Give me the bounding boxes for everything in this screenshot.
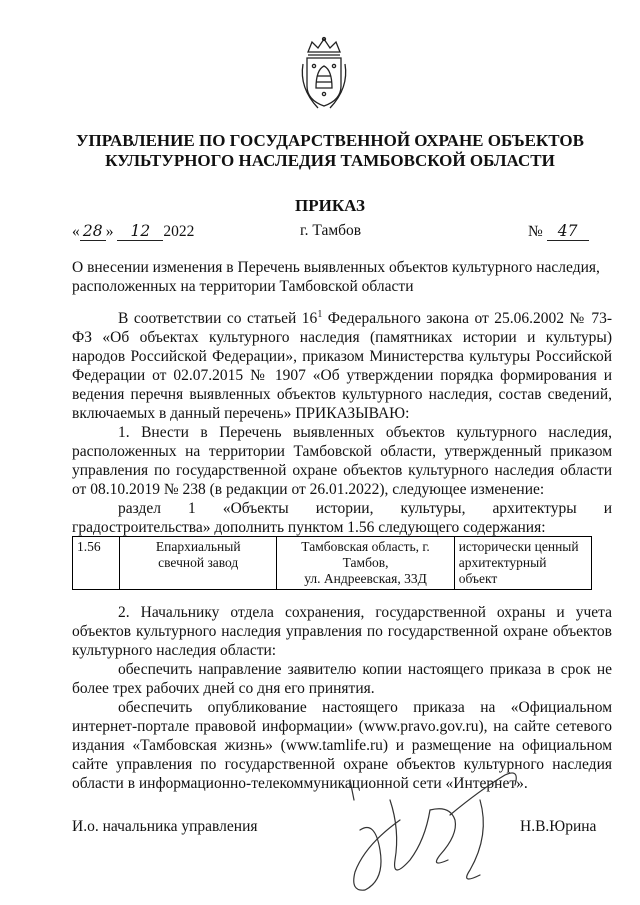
object-name-line1: Епархиальный <box>155 539 241 554</box>
document-type: ПРИКАЗ <box>295 196 365 215</box>
cell-value-category <box>454 537 591 590</box>
document-number <box>528 222 589 241</box>
signatory-position: И.о. начальника управления <box>72 818 258 835</box>
address-line2: ул. Андреевская, 33Д <box>304 571 427 586</box>
object-name-line2: свечной завод <box>158 555 239 570</box>
body-section-1 <box>72 305 612 537</box>
cell-address <box>277 537 454 590</box>
address-line1: Тамбовская область, г. Тамбов, <box>301 539 430 570</box>
signatory-name: Н.В.Юрина <box>520 818 597 835</box>
agency-title-line1: УПРАВЛЕНИЕ ПО ГОСУДАРСТВЕННОЙ ОХРАНЕ ОБЪЕКТОВ <box>76 131 584 150</box>
subject-line2: расположенных на территории Тамбовской области <box>72 278 414 295</box>
coat-of-arms-emblem <box>298 36 350 112</box>
agency-title-line2: КУЛЬТУРНОГО НАСЛЕДИЯ ТАМБОВСКОЙ ОБЛАСТИ <box>105 151 555 170</box>
cell-number: 1.56 <box>73 537 120 590</box>
handwritten-signature <box>330 760 540 900</box>
value-line2: архитектурный объект <box>458 555 547 586</box>
paragraph-basis <box>72 305 612 423</box>
date-month: 12 <box>117 222 163 241</box>
paragraph-item-2: 2. Начальнику отдела сохранения, государственной охраны и учета объектов культурного наследия управления по государственной охране объектов культурного наследия области: <box>72 604 612 659</box>
document-date: « 28 » 12 2022 <box>72 222 195 240</box>
paragraph-section-addition: раздел 1 «Объекты истории, культуры, архитектуры и градостроительства» дополнить пунктом 1.56 следующего содержания: <box>72 500 612 537</box>
paragraph-send-copy: обеспечить направление заявителю копии настоящего приказа в срок не более трех рабочих дней со дня его принятия. <box>72 661 612 697</box>
paragraph-item-1: 1. Внести в Перечень выявленных объектов культурного наследия, расположенных на территории Тамбовской области, утвержденный приказом управления по государственной охране объектов культурного наследия области от 08.10.2019 № 238 (в редакции от 26.01.2022), следующее изменение: <box>72 424 612 499</box>
number-label: № <box>528 223 543 240</box>
objects-table <box>72 536 592 590</box>
paragraph-basis-end: Федерального закона от 25.06.2002 № 73-ФЗ «Об объектах культурного наследия (памятниках истории и культуры) народов Российской Федерации», приказом Министерства культуры Российской Федерации от 02.07.2015 № 1907 «Об утверждении порядка формирования и ведения перечня выявленных объектов культурного наследия, состав сведений, включаемых в данный перечень» ПРИКАЗЫВАЮ: <box>72 310 613 423</box>
table-row <box>73 537 592 590</box>
document-city: г. Тамбов <box>300 222 362 239</box>
document-subject <box>72 258 612 296</box>
value-line1: исторически ценный <box>458 539 579 554</box>
number-value: 47 <box>547 222 589 241</box>
agency-title <box>60 131 600 171</box>
date-year: 2022 <box>163 223 195 240</box>
article-superscript: 1 <box>317 309 323 320</box>
paragraph-basis-start: В соответствии со статьей 16 <box>118 310 318 328</box>
subject-line1: О внесении изменения в Перечень выявленных объектов культурного наследия, <box>72 259 600 276</box>
paragraph-publication: обеспечить опубликование настоящего приказа на «Официальном интернет-портале правовой информации» (www.pravo.gov.ru), на сайте сетевого издания «Тамбовская жизнь» (www.tamlife.ru) и размещение на официальном сайте управления по государственной охране объектов культурного наследия области в информационно-телекоммуникационной сети «Интернет». <box>72 699 612 792</box>
cell-object-name <box>120 537 277 590</box>
date-day: 28 <box>80 222 106 241</box>
